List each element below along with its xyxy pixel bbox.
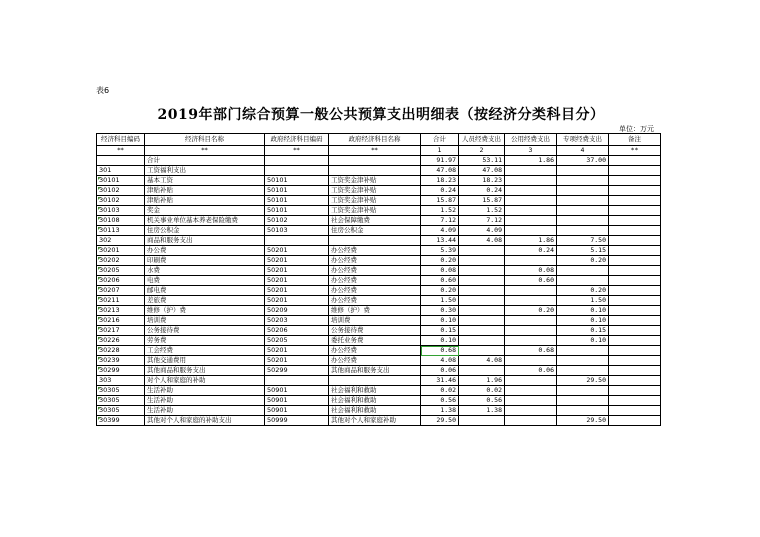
cell-public[interactable] [505,176,557,186]
table-row [97,356,661,366]
cell-public[interactable]: 0.68 [505,346,557,356]
cell-economic-name[interactable]: 对个人和家庭的补助 [145,376,265,386]
cell-special[interactable] [557,406,609,416]
cell-public[interactable]: 1.86 [505,156,557,166]
cell-special[interactable] [557,366,609,376]
header-row [97,134,661,146]
cell-gov-code[interactable]: 50901 [265,396,329,406]
cell-economic-code[interactable]: 30108 [97,216,145,226]
cell-personnel[interactable] [459,296,505,306]
table-row [97,366,661,376]
cell-gov-code[interactable] [265,166,329,176]
cell-total[interactable]: 0.02 [421,386,459,396]
cell-gov-name[interactable]: 培训费 [329,316,421,326]
cell-special[interactable] [557,206,609,216]
cell-economic-code[interactable]: 30206 [97,276,145,286]
cell-total[interactable]: 0.60 [421,276,459,286]
cell-note[interactable] [609,286,661,296]
unit-label: 单位：万元 [619,125,654,133]
cell-note[interactable] [609,166,661,176]
cell-total[interactable]: 0.10 [421,316,459,326]
cell-gov-name[interactable]: 办公经费 [329,256,421,266]
cell-gov-code[interactable]: 50299 [265,366,329,376]
cell-personnel[interactable]: 0.56 [459,396,505,406]
table-row [97,326,661,336]
cell-public[interactable] [505,316,557,326]
cell-public[interactable] [505,406,557,416]
cell-gov-code[interactable] [265,376,329,386]
cell-gov-name[interactable]: 其他商品和服务支出 [329,366,421,376]
cell-total[interactable]: 1.50 [421,296,459,306]
cell-gov-name[interactable] [329,236,421,246]
table-row [97,316,661,326]
cell-note[interactable] [609,366,661,376]
cell-economic-name[interactable]: 生活补助 [145,386,265,396]
cell-economic-code[interactable]: 30102 [97,186,145,196]
cell-total[interactable]: 0.06 [421,366,459,376]
cell-economic-code[interactable]: 30226 [97,336,145,346]
cell-total[interactable]: 0.68 [421,346,459,356]
cell-economic-code[interactable]: 30299 [97,366,145,376]
cell-personnel[interactable] [459,346,505,356]
cell-economic-name[interactable]: 其他交通费用 [145,356,265,366]
cell-total[interactable]: 0.24 [421,186,459,196]
table-row [97,266,661,276]
cell-personnel[interactable]: 0.02 [459,386,505,396]
cell-economic-code[interactable]: 301 [97,166,145,176]
cell-gov-name[interactable]: 社会保障缴费 [329,216,421,226]
cell-special[interactable] [557,276,609,286]
cell-gov-code[interactable]: 50101 [265,186,329,196]
cell-note[interactable] [609,216,661,226]
cell-total[interactable]: 31.46 [421,376,459,386]
cell-note[interactable] [609,246,661,256]
cell-economic-code[interactable]: 30305 [97,386,145,396]
cell-economic-name[interactable]: 电费 [145,276,265,286]
cell-personnel[interactable]: 4.09 [459,226,505,236]
cell-public[interactable] [505,226,557,236]
table-row [97,396,661,406]
cell-public[interactable] [505,206,557,216]
table-row [97,246,661,256]
cell-gov-code[interactable]: 50201 [265,276,329,286]
cell-economic-name[interactable]: 差旅费 [145,296,265,306]
cell-economic-name[interactable]: 办公费 [145,246,265,256]
cell-public[interactable] [505,326,557,336]
cell-note[interactable] [609,296,661,306]
cell-public[interactable] [505,256,557,266]
cell-economic-name[interactable]: 津贴补贴 [145,186,265,196]
cell-economic-code[interactable]: 302 [97,236,145,246]
cell-economic-name[interactable]: 商品和服务支出 [145,236,265,246]
cell-note[interactable] [609,396,661,406]
cell-economic-code[interactable]: 30113 [97,226,145,236]
cell-public[interactable] [505,166,557,176]
table-row [97,416,661,426]
table-row [97,196,661,206]
cell-gov-code[interactable]: 50201 [265,356,329,366]
cell-note[interactable] [609,356,661,366]
cell-gov-code[interactable]: 50901 [265,406,329,416]
cell-note[interactable] [609,386,661,396]
cell-note[interactable] [609,336,661,346]
cell-personnel[interactable]: 53.11 [459,156,505,166]
cell-public[interactable] [505,286,557,296]
cell-economic-code[interactable]: 30305 [97,406,145,416]
cell-gov-name[interactable] [329,166,421,176]
cell-total[interactable]: 0.20 [421,286,459,296]
cell-economic-name[interactable]: 劳务费 [145,336,265,346]
cell-gov-code[interactable]: 50209 [265,306,329,316]
cell-economic-name[interactable]: 生活补助 [145,406,265,416]
cell-personnel[interactable]: 18.23 [459,176,505,186]
document-title: 2019年部门综合预算一般公共预算支出明细表（按经济分类科目分） [157,107,605,123]
cell-economic-code[interactable]: 30201 [97,246,145,256]
cell-note[interactable] [609,346,661,356]
cell-total[interactable]: 0.08 [421,266,459,276]
cell-gov-code[interactable]: 50101 [265,206,329,216]
cell-gov-name[interactable]: 公务接待费 [329,326,421,336]
table-row [97,206,661,216]
cell-total[interactable]: 1.38 [421,406,459,416]
cell-economic-name[interactable]: 其他商品和服务支出 [145,366,265,376]
marker-cell[interactable]: ** [329,146,421,156]
cell-special[interactable] [557,226,609,236]
cell-note[interactable] [609,156,661,166]
cell-gov-code[interactable]: 50201 [265,346,329,356]
cell-total[interactable]: 1.52 [421,206,459,216]
cell-note[interactable] [609,256,661,266]
cell-total[interactable]: 0.15 [421,326,459,336]
expenditure-table [96,133,661,426]
cell-personnel[interactable] [459,366,505,376]
cell-gov-code[interactable]: 50201 [265,256,329,266]
cell-gov-name[interactable]: 办公经费 [329,246,421,256]
cell-public[interactable] [505,376,557,386]
cell-economic-name[interactable]: 水费 [145,266,265,276]
cell-special[interactable]: 0.10 [557,336,609,346]
cell-special[interactable]: 0.20 [557,256,609,266]
table-label: 表6 [96,86,110,95]
cell-public[interactable]: 0.20 [505,306,557,316]
cell-note[interactable] [609,316,661,326]
cell-gov-name[interactable]: 办公经费 [329,276,421,286]
cell-note[interactable] [609,176,661,186]
cell-public[interactable]: 1.86 [505,236,557,246]
header-cell[interactable]: 经济科目编码 [97,134,145,146]
cell-personnel[interactable]: 4.08 [459,236,505,246]
table-row [97,176,661,186]
table-row [97,236,661,246]
cell-economic-name[interactable]: 奖金 [145,206,265,216]
table-row [97,156,661,166]
table-row [97,376,661,386]
cell-economic-code[interactable]: 30211 [97,296,145,306]
cell-public[interactable] [505,216,557,226]
cell-gov-name[interactable]: 社会福利和救助 [329,396,421,406]
cell-economic-code[interactable]: 30213 [97,306,145,316]
cell-economic-name[interactable]: 培训费 [145,316,265,326]
cell-economic-code[interactable]: 30205 [97,266,145,276]
cell-gov-code[interactable]: 50201 [265,286,329,296]
cell-economic-code[interactable]: 30103 [97,206,145,216]
cell-gov-name[interactable]: 社会福利和救助 [329,406,421,416]
table-row [97,406,661,416]
cell-public[interactable] [505,396,557,406]
cell-personnel[interactable] [459,266,505,276]
cell-special[interactable] [557,386,609,396]
cell-personnel[interactable] [459,256,505,266]
marker-cell[interactable]: ** [145,146,265,156]
table-row [97,276,661,286]
cell-total[interactable]: 4.08 [421,356,459,366]
cell-special[interactable]: 29.50 [557,376,609,386]
cell-personnel[interactable] [459,316,505,326]
header-cell[interactable]: 经济科目名称 [145,134,265,146]
cell-total[interactable]: 0.10 [421,336,459,346]
cell-note[interactable] [609,226,661,236]
cell-special[interactable]: 0.20 [557,286,609,296]
cell-special[interactable] [557,166,609,176]
cell-public[interactable] [505,196,557,206]
cell-total[interactable]: 7.12 [421,216,459,226]
cell-gov-name[interactable]: 委托业务费 [329,336,421,346]
cell-economic-code[interactable]: 30216 [97,316,145,326]
cell-total[interactable]: 91.97 [421,156,459,166]
cell-economic-code[interactable]: 30102 [97,196,145,206]
header-cell[interactable]: 人员经费支出 [459,134,505,146]
cell-personnel[interactable] [459,276,505,286]
cell-note[interactable] [609,416,661,426]
header-cell[interactable]: 公用经费支出 [505,134,557,146]
cell-personnel[interactable] [459,286,505,296]
cell-note[interactable] [609,186,661,196]
cell-total[interactable]: 5.39 [421,246,459,256]
cell-special[interactable]: 0.15 [557,326,609,336]
cell-total[interactable]: 15.87 [421,196,459,206]
cell-total[interactable]: 13.44 [421,236,459,246]
marker-cell[interactable]: ** [97,146,145,156]
cell-gov-code[interactable]: 50101 [265,196,329,206]
marker-cell[interactable]: ** [609,146,661,156]
cell-economic-name[interactable]: 住房公积金 [145,226,265,236]
cell-total[interactable]: 0.20 [421,256,459,266]
cell-personnel[interactable] [459,306,505,316]
cell-economic-code[interactable] [97,156,145,166]
cell-economic-name[interactable]: 基本工资 [145,176,265,186]
cell-personnel[interactable]: 0.24 [459,186,505,196]
cell-gov-code[interactable]: 50201 [265,296,329,306]
cell-note[interactable] [609,206,661,216]
cell-economic-code[interactable]: 30399 [97,416,145,426]
cell-special[interactable]: 7.50 [557,236,609,246]
cell-total[interactable]: 18.23 [421,176,459,186]
cell-gov-name[interactable]: 住房公积金 [329,226,421,236]
cell-special[interactable] [557,346,609,356]
cell-gov-name[interactable] [329,376,421,386]
cell-gov-code[interactable]: 50201 [265,266,329,276]
cell-special[interactable] [557,216,609,226]
cell-gov-code[interactable]: 50205 [265,336,329,346]
cell-economic-name[interactable]: 生活补助 [145,396,265,406]
cell-economic-code[interactable]: 30202 [97,256,145,266]
table-row [97,346,661,356]
cell-economic-name[interactable]: 邮电费 [145,286,265,296]
cell-public[interactable] [505,356,557,366]
cell-gov-name[interactable] [329,156,421,166]
cell-gov-code[interactable]: 50206 [265,326,329,336]
cell-note[interactable] [609,276,661,286]
cell-economic-name[interactable]: 工资福利支出 [145,166,265,176]
cell-personnel[interactable]: 15.87 [459,196,505,206]
marker-cell[interactable]: 2 [459,146,505,156]
marker-cell[interactable]: ** [265,146,329,156]
cell-economic-code[interactable]: 30207 [97,286,145,296]
cell-gov-code[interactable] [265,156,329,166]
cell-economic-name[interactable]: 维修（护）费 [145,306,265,316]
cell-total[interactable]: 47.08 [421,166,459,176]
cell-total[interactable]: 0.30 [421,306,459,316]
cell-economic-code[interactable]: 30101 [97,176,145,186]
cell-gov-code[interactable]: 50201 [265,246,329,256]
table-row [97,166,661,176]
cell-economic-name[interactable]: 机关事业单位基本养老保险缴费 [145,216,265,226]
marker-cell[interactable]: 1 [421,146,459,156]
cell-personnel[interactable] [459,246,505,256]
cell-gov-code[interactable]: 50102 [265,216,329,226]
table-row [97,386,661,396]
cell-gov-name[interactable]: 工资奖金津补贴 [329,206,421,216]
header-cell[interactable]: 政府经济科目编码 [265,134,329,146]
cell-special[interactable] [557,176,609,186]
cell-special[interactable]: 29.50 [557,416,609,426]
cell-public[interactable]: 0.06 [505,366,557,376]
cell-gov-code[interactable]: 50103 [265,226,329,236]
cell-personnel[interactable]: 1.96 [459,376,505,386]
cell-gov-name[interactable]: 社会福利和救助 [329,386,421,396]
cell-personnel[interactable]: 4.08 [459,356,505,366]
cell-special[interactable]: 0.10 [557,316,609,326]
table-row [97,256,661,266]
cell-economic-name[interactable]: 其他对个人和家庭的补助支出 [145,416,265,426]
cell-personnel[interactable] [459,326,505,336]
cell-special[interactable] [557,186,609,196]
cell-note[interactable] [609,306,661,316]
cell-public[interactable] [505,296,557,306]
cell-personnel[interactable]: 47.08 [459,166,505,176]
header-cell[interactable]: 合计 [421,134,459,146]
cell-note[interactable] [609,406,661,416]
cell-gov-code[interactable]: 50999 [265,416,329,426]
cell-economic-name[interactable]: 津贴补贴 [145,196,265,206]
table-row [97,306,661,316]
table-row [97,296,661,306]
cell-personnel[interactable]: 1.38 [459,406,505,416]
cell-note[interactable] [609,196,661,206]
header-cell[interactable]: 政府经济科目名称 [329,134,421,146]
cell-gov-name[interactable]: 办公经费 [329,346,421,356]
cell-personnel[interactable] [459,336,505,346]
cell-gov-code[interactable]: 50101 [265,176,329,186]
cell-gov-name[interactable]: 办公经费 [329,356,421,366]
cell-personnel[interactable]: 1.52 [459,206,505,216]
column-number-row [97,146,661,156]
cell-economic-code[interactable]: 30217 [97,326,145,336]
table-row [97,186,661,196]
cell-total[interactable]: 4.09 [421,226,459,236]
cell-gov-name[interactable]: 工资奖金津补贴 [329,176,421,186]
cell-personnel[interactable] [459,416,505,426]
marker-cell[interactable]: 4 [557,146,609,156]
cell-public[interactable]: 0.08 [505,266,557,276]
cell-gov-name[interactable]: 办公经费 [329,266,421,276]
cell-special[interactable]: 0.10 [557,306,609,316]
cell-special[interactable] [557,196,609,206]
cell-gov-name[interactable]: 其他对个人和家庭补助 [329,416,421,426]
cell-economic-code[interactable]: 30239 [97,356,145,366]
cell-note[interactable] [609,236,661,246]
cell-note[interactable] [609,326,661,336]
cell-personnel[interactable]: 7.12 [459,216,505,226]
cell-special[interactable] [557,396,609,406]
cell-economic-code[interactable]: 30305 [97,396,145,406]
cell-public[interactable]: 0.24 [505,246,557,256]
cell-public[interactable] [505,386,557,396]
cell-gov-name[interactable]: 工资奖金津补贴 [329,186,421,196]
cell-special[interactable]: 37.00 [557,156,609,166]
marker-cell[interactable]: 3 [505,146,557,156]
cell-gov-name[interactable]: 维修（护）费 [329,306,421,316]
cell-total[interactable]: 0.56 [421,396,459,406]
cell-public[interactable] [505,186,557,196]
cell-gov-name[interactable]: 办公经费 [329,296,421,306]
cell-economic-name[interactable]: 公务接待费 [145,326,265,336]
cell-public[interactable] [505,336,557,346]
cell-economic-code[interactable]: 303 [97,376,145,386]
table-row [97,226,661,236]
cell-public[interactable] [505,416,557,426]
cell-total[interactable]: 29.50 [421,416,459,426]
cell-gov-code[interactable]: 50901 [265,386,329,396]
header-cell[interactable]: 专项经费支出 [557,134,609,146]
header-cell[interactable]: 备注 [609,134,661,146]
cell-gov-code[interactable]: 50203 [265,316,329,326]
cell-gov-name[interactable]: 工资奖金津补贴 [329,196,421,206]
cell-special[interactable]: 1.50 [557,296,609,306]
cell-special[interactable] [557,266,609,276]
cell-special[interactable] [557,356,609,366]
cell-gov-name[interactable]: 办公经费 [329,286,421,296]
cell-gov-code[interactable] [265,236,329,246]
table-row [97,286,661,296]
cell-special[interactable]: 5.15 [557,246,609,256]
table-row [97,216,661,226]
cell-economic-name[interactable]: 印刷费 [145,256,265,266]
cell-economic-name[interactable]: 工会经费 [145,346,265,356]
table-row [97,336,661,346]
cell-public[interactable]: 0.60 [505,276,557,286]
cell-note[interactable] [609,266,661,276]
cell-note[interactable] [609,376,661,386]
cell-economic-name[interactable]: 合计 [145,156,265,166]
cell-economic-code[interactable]: 30228 [97,346,145,356]
